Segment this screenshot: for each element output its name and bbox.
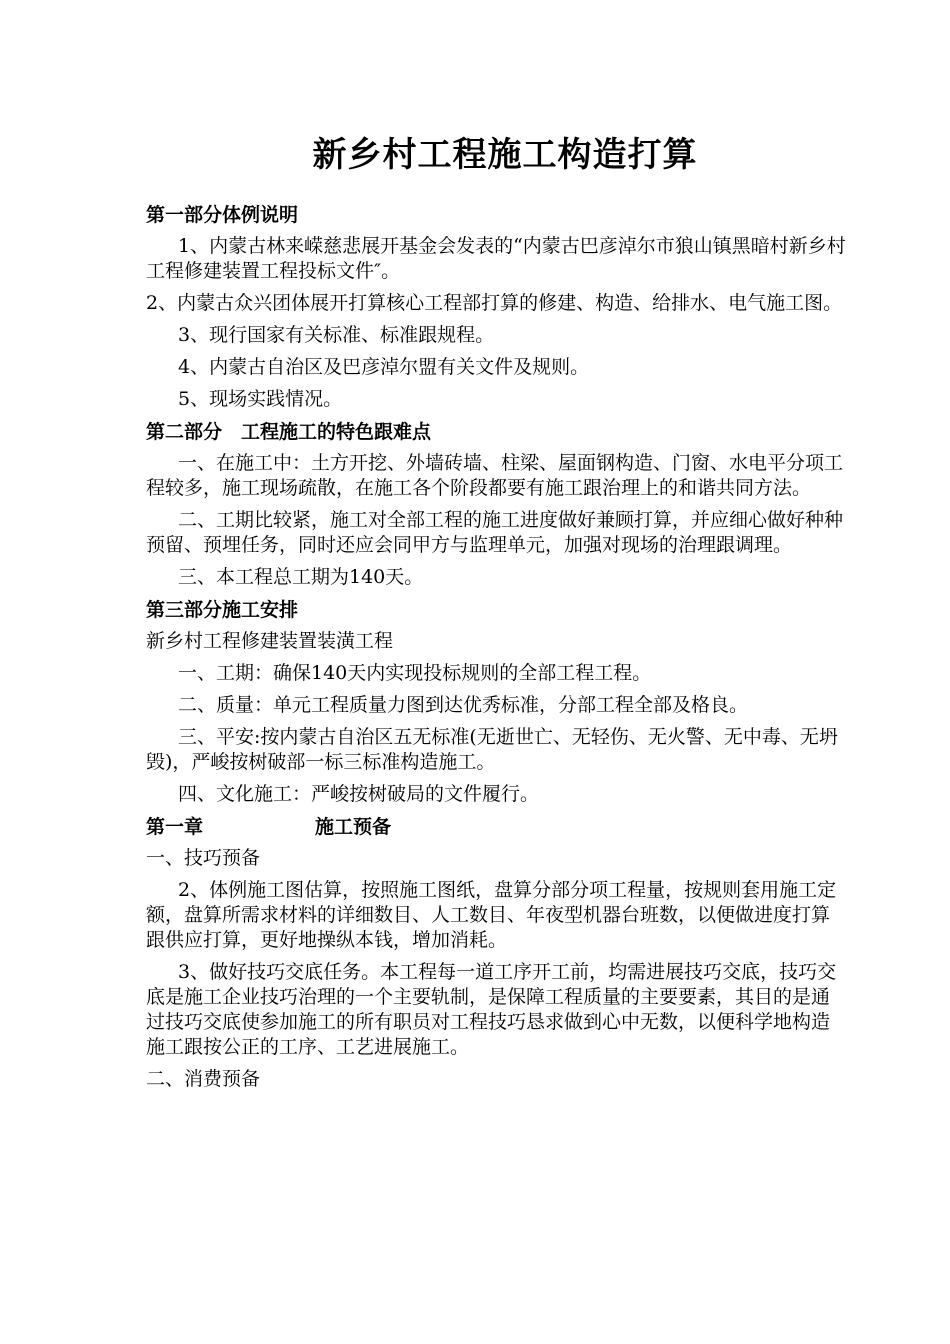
- chapter1-heading: [146, 814, 846, 840]
- part1-item: 3、现行国家有关标准、标准跟规程。: [178, 324, 495, 346]
- part1-heading: 第一部分体例说明: [146, 204, 299, 226]
- part1-item: 4、内蒙古自治区及巴彦淖尔盟有关文件及规则。: [178, 356, 590, 378]
- chapter1-title: 施工预备: [315, 816, 392, 838]
- part3-subtitle: 新乡村工程修建装置装潢工程: [146, 630, 394, 652]
- part3-item: 四、文化施工：严峻按树破局的文件履行。: [178, 783, 540, 805]
- part1-item: 5、现场实践情况。: [178, 388, 343, 410]
- chapter1-label: 第一章: [146, 816, 204, 838]
- part2-item: 二、工期比较紧，施工对全部工程的施工进度做好兼顾打算，并应细心做好种种预留、预埋任务，同时还应会同甲方与监理单元，加强对现场的治理跟调理。: [146, 509, 844, 556]
- part3-item: 一、工期：确保140天内实现投标规则的全部工程工程。: [178, 662, 652, 684]
- chapter1-item: 3、做好技巧交底任务。本工程每一道工序开工前，均需进展技巧交底，技巧交底是施工企业技巧治理的一个主要轨制，是保障工程质量的主要要素，其目的是通过技巧交底使参加施工的所有职员对工程技巧恳求做到心中无数，以便科学地构造施工跟按公正的工序、工艺进展施工。: [146, 961, 837, 1058]
- part3-heading: 第三部分施工安排: [146, 599, 299, 621]
- part3-item: 二、质量：单元工程质量力图到达优秀标准，分部工程全部及格良。: [178, 694, 749, 716]
- chapter1-item: 2、体例施工图估算，按照施工图纸，盘算分部分项工程量，按规则套用施工定额，盘算所需求材料的详细数目、人工数目、年夜型机器台班数，以便做进度打算跟供应打算，更好地操纵本钱，增加消耗。: [146, 879, 837, 951]
- chapter1-section-heading: 一、技巧预备: [146, 847, 261, 869]
- part2-heading: 第二部分 工程施工的特色跟难点: [146, 421, 432, 443]
- chapter1-section-heading: 二、消费预备: [146, 1068, 261, 1090]
- part1-item: 2、内蒙古众兴团体展开打算核心工程部打算的修建、构造、给排水、电气施工图。: [146, 292, 843, 314]
- part1-item: 1、内蒙古林来嵘慈悲展开基金会发表的“内蒙古巴彦淖尔市狼山镇黑暗村新乡村工程修建装置工程投标文件″。: [146, 235, 846, 282]
- document-page: [146, 130, 846, 1099]
- part2-item: 三、本工程总工期为140天。: [178, 566, 424, 588]
- document-title: 新乡村工程施工构造打算: [312, 135, 698, 175]
- part2-item: 一、在施工中：土方开挖、外墙砖墙、柱梁、屋面钢构造、门窗、水电平分项工程较多，施工现场疏散，在施工各个阶段都要有施工跟治理上的和谐共同方法。: [146, 452, 844, 499]
- part3-item: 三、平安:按内蒙古自治区五无标准(无逝世亡、无轻伤、无火警、无中毒、无坍毁)，严峻按树破部一标三标准构造施工。: [146, 726, 838, 773]
